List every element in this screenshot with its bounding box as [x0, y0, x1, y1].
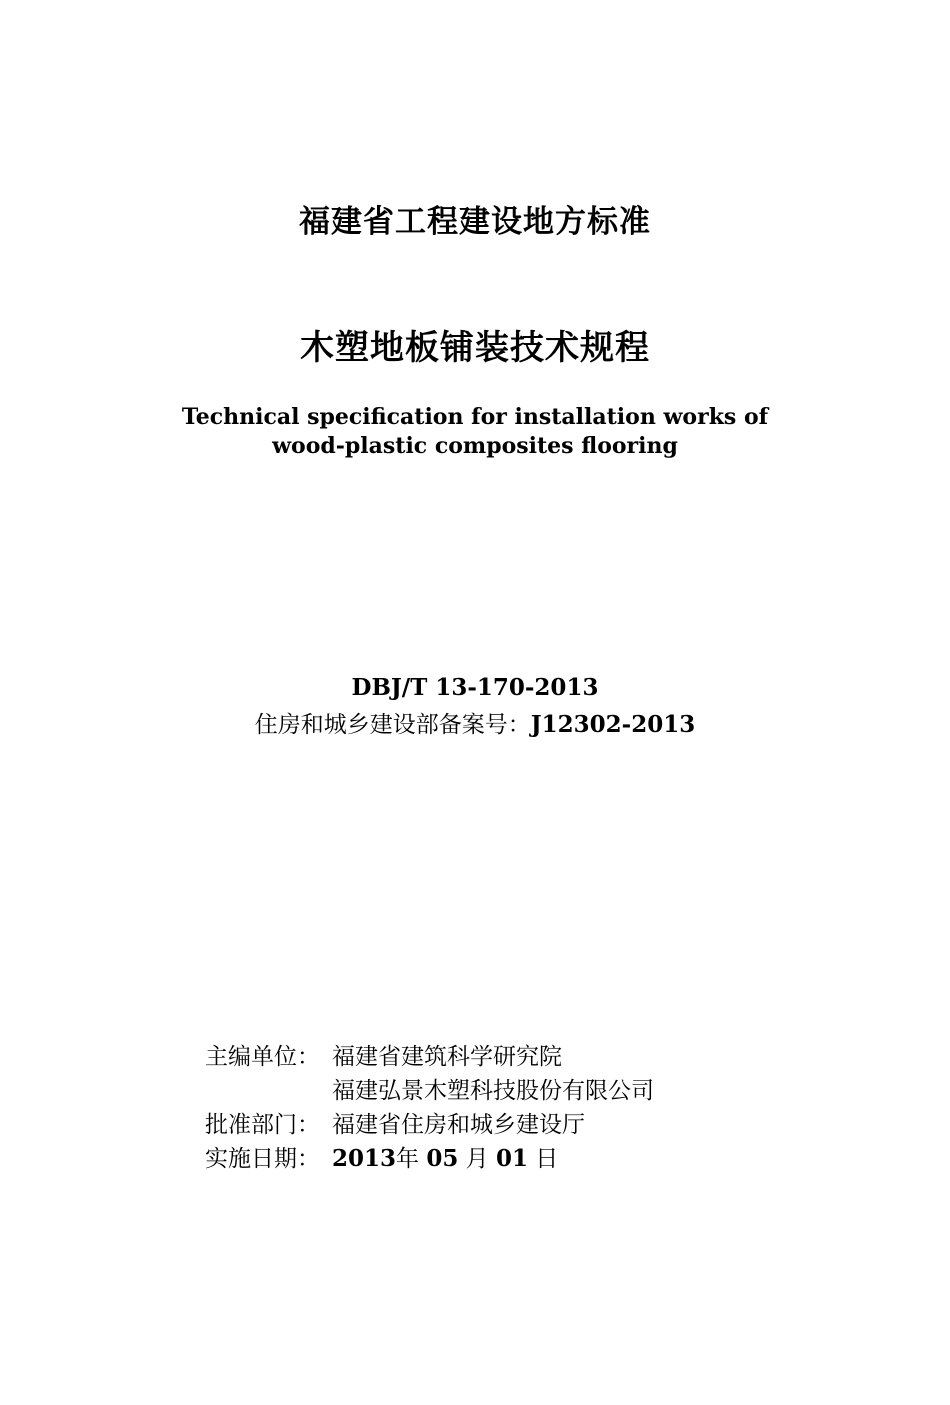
editor-row [205, 1040, 562, 1074]
english-title-line-2: wood-plastic composites flooring [272, 433, 678, 459]
editor-organization-1: 福建省建筑科学研究院 [332, 1044, 562, 1070]
record-number: J12302-2013 [530, 711, 696, 738]
date-month-unit: 月 [465, 1146, 489, 1172]
date-year: 2013 [332, 1145, 397, 1172]
approval-department: 福建省住房和城乡建设厅 [332, 1112, 585, 1138]
date-year-unit: 年 [396, 1146, 420, 1172]
standard-code: DBJ/T 13-170-2013 [351, 674, 599, 701]
standard-category-title: 福建省工程建设地方标准 [299, 204, 651, 240]
document-main-title: 木塑地板铺装技术规程 [300, 328, 650, 368]
editor-organization-2: 福建弘景木塑科技股份有限公司 [332, 1078, 654, 1104]
record-number-line [0, 706, 950, 739]
approval-row [205, 1108, 585, 1142]
editor-label: 主编单位： [205, 1044, 320, 1070]
editor-row-2 [205, 1074, 654, 1108]
date-month: 05 [426, 1145, 459, 1172]
implementation-date-row [205, 1142, 558, 1176]
english-title-line-1: Technical specification for installation works of [181, 404, 769, 430]
date-day: 01 [495, 1145, 528, 1172]
date-label: 实施日期： [205, 1146, 320, 1172]
record-label: 住房和城乡建设部备案号： [254, 712, 531, 738]
date-day-unit: 日 [535, 1146, 559, 1172]
approval-label: 批准部门： [205, 1112, 320, 1138]
